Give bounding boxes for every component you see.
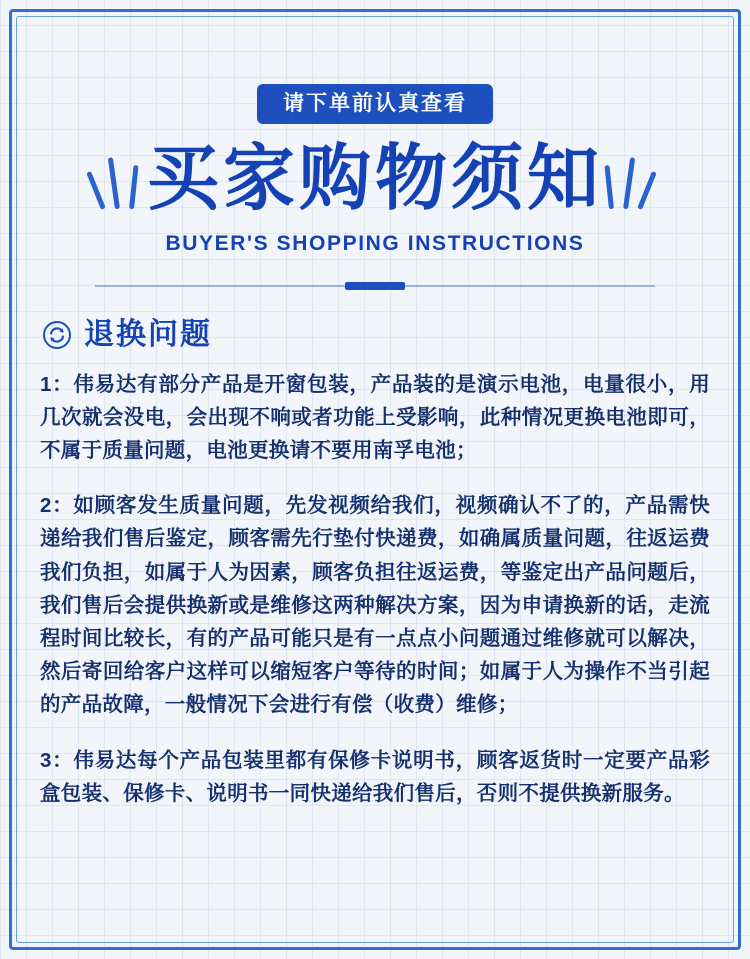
- refresh-icon: [42, 320, 72, 350]
- instruction-paragraph-2: 2：如顾客发生质量问题，先发视频给我们，视频确认不了的，产品需快递给我们售后鉴定，顾客需先行垫付快递费，如确属质量问题，往返运费我们负担，如属于人为因素，顾客负担往返运费，等鉴定出产品问题后，我们售后会提供换新或是维修这两种解决方案，因为申请换新的话，走流程时间比较长，有的产品可能只是有一点点小问题通过维修就可以解决，然后寄回给客户这样可以缩短客户等待的时间；如属于人为操作不当引起的产品故障，一般情况下会进行有偿（收费）维修；: [40, 494, 710, 717]
- notice-pill-wrapper: [28, 84, 722, 124]
- title-row: [28, 139, 722, 219]
- instruction-paragraph-1: 1：伟易达有部分产品是开窗包装，产品装的是演示电池，电量很小，用几次就会没电，会出现不响或者功能上受影响，此种情况更换电池即可，不属于质量问题，电池更换请不要用南孚电池；: [40, 372, 710, 462]
- title-divider: [95, 282, 655, 290]
- page-subtitle: BUYER'S SHOPPING INSTRUCTIONS: [165, 231, 585, 255]
- divider-center-block: [345, 282, 405, 290]
- section-title: 退换问题: [84, 317, 212, 351]
- instructions-body: [40, 368, 710, 810]
- instruction-paragraph-3: 3：伟易达每个产品包装里都有保修卡说明书，顾客返货时一定要产品彩盒包装、保修卡、说明书一同快递给我们售后，否则不提供换新服务。: [40, 748, 710, 805]
- content-area: [28, 24, 722, 935]
- notice-pill: 请下单前认真查看: [257, 84, 493, 124]
- grass-decoration-left-icon: [95, 145, 147, 215]
- section-header: [42, 317, 722, 351]
- page-title: 买家购物须知: [146, 139, 603, 219]
- grass-decoration-right-icon: [603, 145, 655, 215]
